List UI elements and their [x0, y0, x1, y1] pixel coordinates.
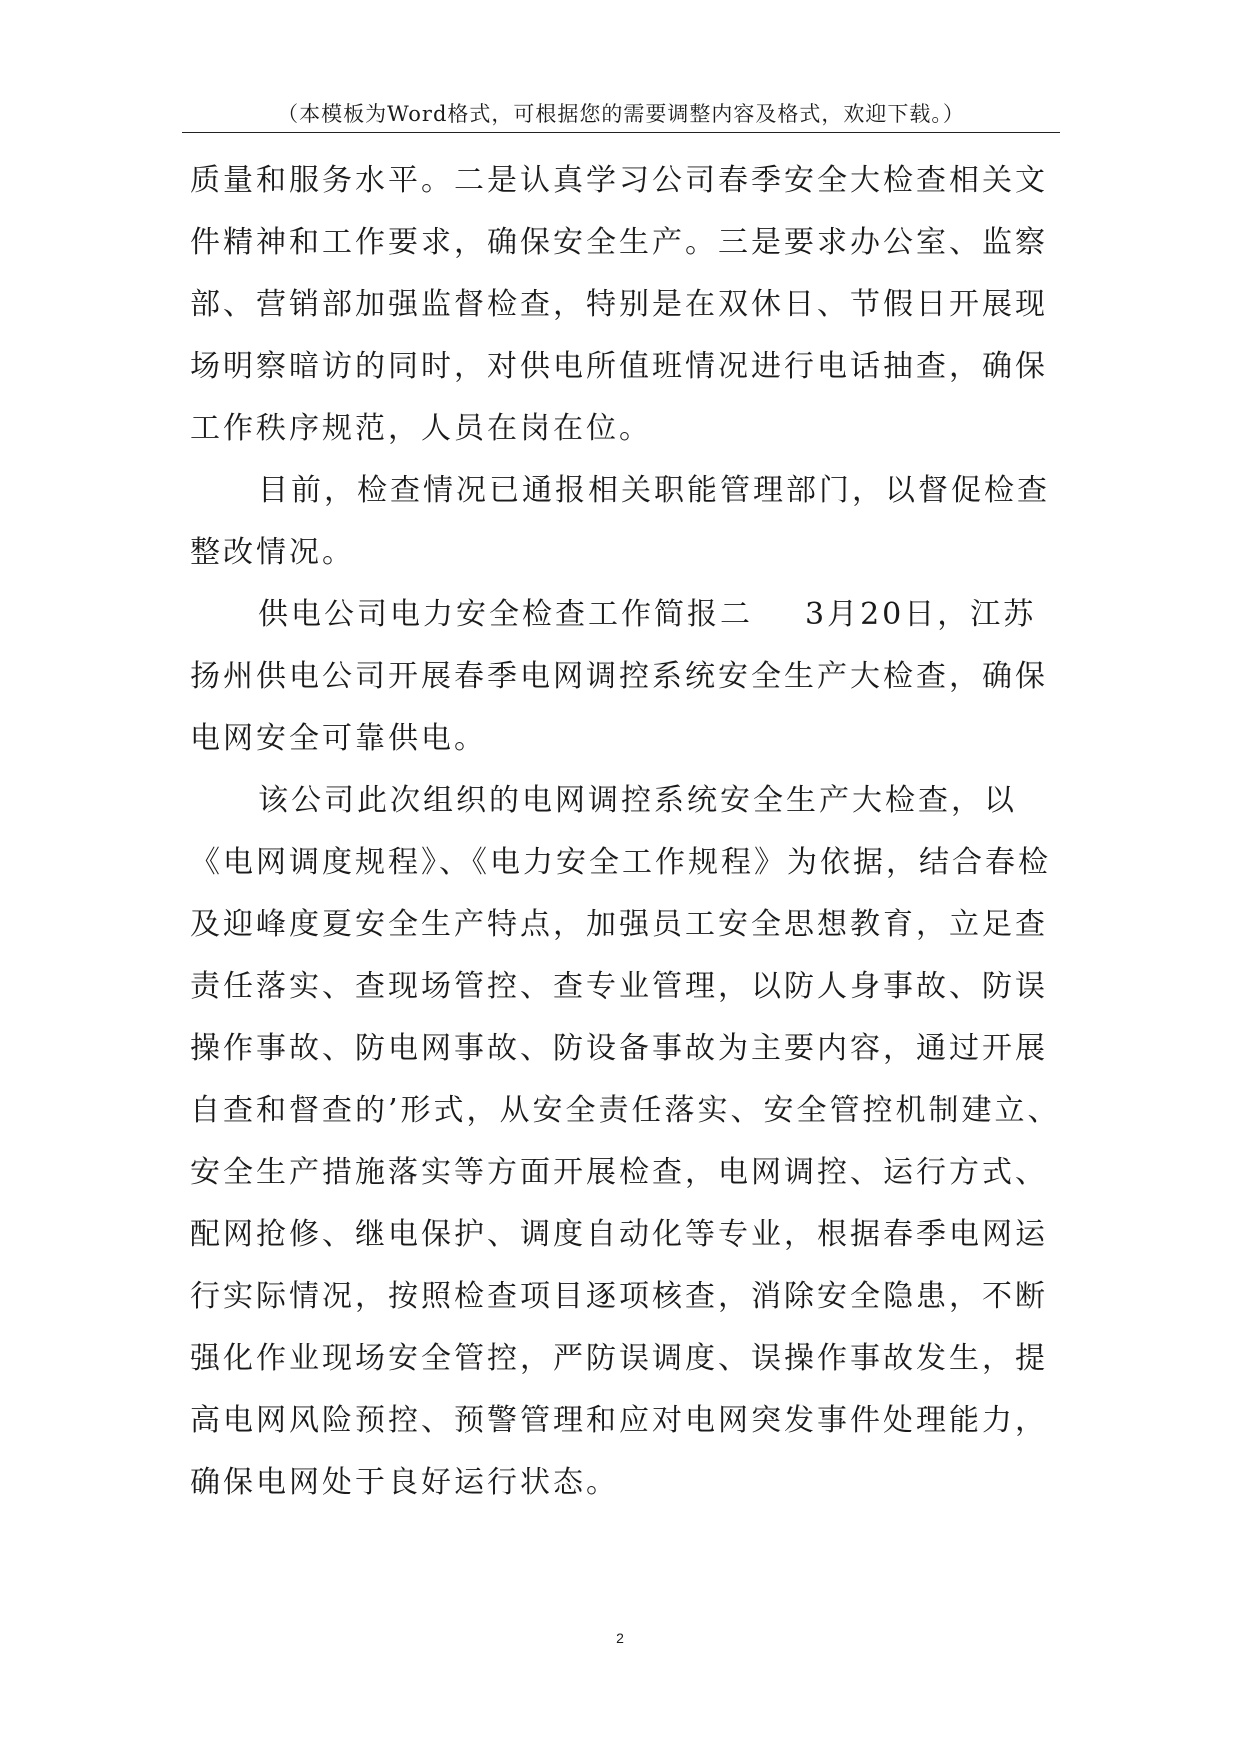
paragraph-4-line-1: 该公司此次组织的电网调控系统安全生产大检查，以: [258, 783, 1017, 818]
briefing-title: 供电公司电力安全检查工作简报二: [258, 597, 753, 632]
briefing-date-lead: 3月20日，江苏: [805, 597, 1037, 632]
paragraph-4-line-2: 《电网调度规程》、《电力安全工作规程》为依据，结合春检: [190, 845, 1051, 880]
paragraph-4-line-3: 及迎峰度夏安全生产特点，加强员工安全思想教育，立足查: [190, 907, 1048, 942]
paragraph-1-line-3: 部、营销部加强监督检查，特别是在双休日、节假日开展现: [190, 287, 1048, 322]
paragraph-2-line-1: 目前，检查情况已通报相关职能管理部门，以督促检查: [258, 473, 1050, 508]
header-divider: [182, 132, 1060, 133]
paragraph-4-line-10: 强化作业现场安全管控，严防误调度、误操作事故发生，提: [190, 1341, 1048, 1376]
paragraph-4-line-12: 确保电网处于良好运行状态。: [190, 1465, 619, 1500]
paragraph-1-line-1: 质量和服务水平。二是认真学习公司春季安全大检查相关文: [190, 163, 1048, 198]
paragraph-3-line-1: [190, 584, 1070, 646]
paragraph-4-line-11: 高电网风险预控、预警管理和应对电网突发事件处理能力，: [190, 1403, 1048, 1438]
paragraph-4-line-8: 配网抢修、继电保护、调度自动化等专业，根据春季电网运: [190, 1217, 1048, 1252]
paragraph-2-line-2: 整改情况。: [190, 535, 355, 570]
page-header-note: （本模板为Word格式，可根据您的需要调整内容及格式，欢迎下载。）: [277, 102, 965, 126]
document-body: [190, 150, 1070, 1514]
paragraph-4-line-6: 自查和督查的’形式，从安全责任落实、安全管控机制建立、: [190, 1093, 1061, 1128]
paragraph-1-line-2: 件精神和工作要求，确保安全生产。三是要求办公室、监察: [190, 225, 1048, 260]
paragraph-1-line-4: 场明察暗访的同时，对供电所值班情况进行电话抽查，确保: [190, 349, 1048, 384]
paragraph-4-line-4: 责任落实、查现场管控、查专业管理，以防人身事故、防误: [190, 969, 1048, 1004]
paragraph-4-line-7: 安全生产措施落实等方面开展检查，电网调控、运行方式、: [190, 1155, 1048, 1190]
paragraph-3-line-2: 扬州供电公司开展春季电网调控系统安全生产大检查，确保: [190, 659, 1048, 694]
paragraph-4-line-5: 操作事故、防电网事故、防设备事故为主要内容，通过开展: [190, 1031, 1048, 1066]
paragraph-4-line-9: 行实际情况，按照检查项目逐项核查，消除安全隐患，不断: [190, 1279, 1048, 1314]
paragraph-1-line-5: 工作秩序规范，人员在岗在位。: [190, 411, 652, 446]
page-number: 2: [616, 1630, 624, 1646]
paragraph-3-line-3: 电网安全可靠供电。: [190, 721, 487, 756]
